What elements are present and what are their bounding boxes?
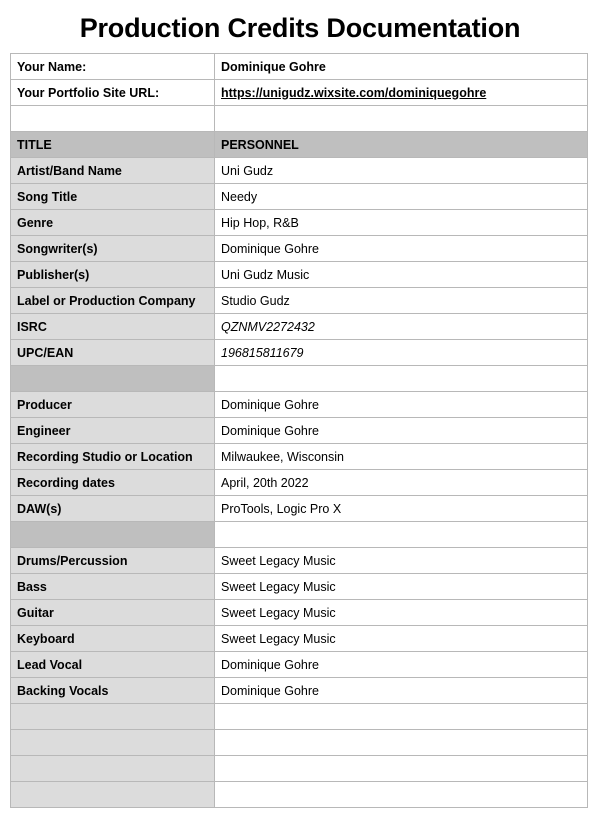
name-value: Dominique Gohre [215,54,588,80]
table-row [11,496,588,522]
row-label: Producer [11,392,215,418]
empty-row [11,704,588,730]
table-row [11,470,588,496]
row-value: Hip Hop, R&B [215,210,588,236]
row-value: Sweet Legacy Music [215,574,588,600]
table-row [11,626,588,652]
row-label: UPC/EAN [11,340,215,366]
url-row [11,80,588,106]
row-value: Sweet Legacy Music [215,548,588,574]
row-label: Artist/Band Name [11,158,215,184]
section-divider [11,366,588,392]
row-label: Engineer [11,418,215,444]
table-row [11,652,588,678]
portfolio-url-link[interactable]: https://unigudz.wixsite.com/dominiquegohre [221,85,487,100]
spacer-row [11,106,588,132]
row-value: April, 20th 2022 [215,470,588,496]
row-value: Dominique Gohre [215,652,588,678]
table-row [11,288,588,314]
row-label: Recording Studio or Location [11,444,215,470]
row-value: QZNMV2272432 [215,314,588,340]
row-value: Dominique Gohre [215,678,588,704]
row-label: Songwriter(s) [11,236,215,262]
table-row [11,678,588,704]
row-value: Dominique Gohre [215,236,588,262]
empty-row [11,782,588,808]
table-row [11,392,588,418]
row-value: Uni Gudz [215,158,588,184]
row-label: Lead Vocal [11,652,215,678]
section-divider [11,522,588,548]
table-row [11,158,588,184]
table-row [11,184,588,210]
table-row [11,340,588,366]
row-label: Song Title [11,184,215,210]
name-label: Your Name: [11,54,215,80]
row-label: Backing Vocals [11,678,215,704]
row-label: Keyboard [11,626,215,652]
table-row [11,236,588,262]
row-value: Sweet Legacy Music [215,626,588,652]
table-row [11,210,588,236]
table-row [11,418,588,444]
credits-table [10,53,588,808]
row-value: Studio Gudz [215,288,588,314]
row-value: Milwaukee, Wisconsin [215,444,588,470]
table-row [11,314,588,340]
row-value: 196815811679 [215,340,588,366]
row-label: Drums/Percussion [11,548,215,574]
url-label: Your Portfolio Site URL: [11,80,215,106]
row-value: Uni Gudz Music [215,262,588,288]
header-title: TITLE [11,132,215,158]
row-label: Label or Production Company [11,288,215,314]
name-row [11,54,588,80]
row-label: Publisher(s) [11,262,215,288]
header-personnel: PERSONNEL [215,132,588,158]
table-row [11,262,588,288]
row-label: DAW(s) [11,496,215,522]
table-row [11,548,588,574]
table-row [11,574,588,600]
page-title: Production Credits Documentation [79,13,521,43]
row-label: Bass [11,574,215,600]
row-label: ISRC [11,314,215,340]
row-label: Genre [11,210,215,236]
table-row [11,600,588,626]
row-value: Dominique Gohre [215,392,588,418]
row-value: Needy [215,184,588,210]
empty-row [11,730,588,756]
row-label: Recording dates [11,470,215,496]
table-row [11,444,588,470]
row-value: Sweet Legacy Music [215,600,588,626]
empty-row [11,756,588,782]
row-label: Guitar [11,600,215,626]
column-header-row [11,132,588,158]
row-value: ProTools, Logic Pro X [215,496,588,522]
row-value: Dominique Gohre [215,418,588,444]
